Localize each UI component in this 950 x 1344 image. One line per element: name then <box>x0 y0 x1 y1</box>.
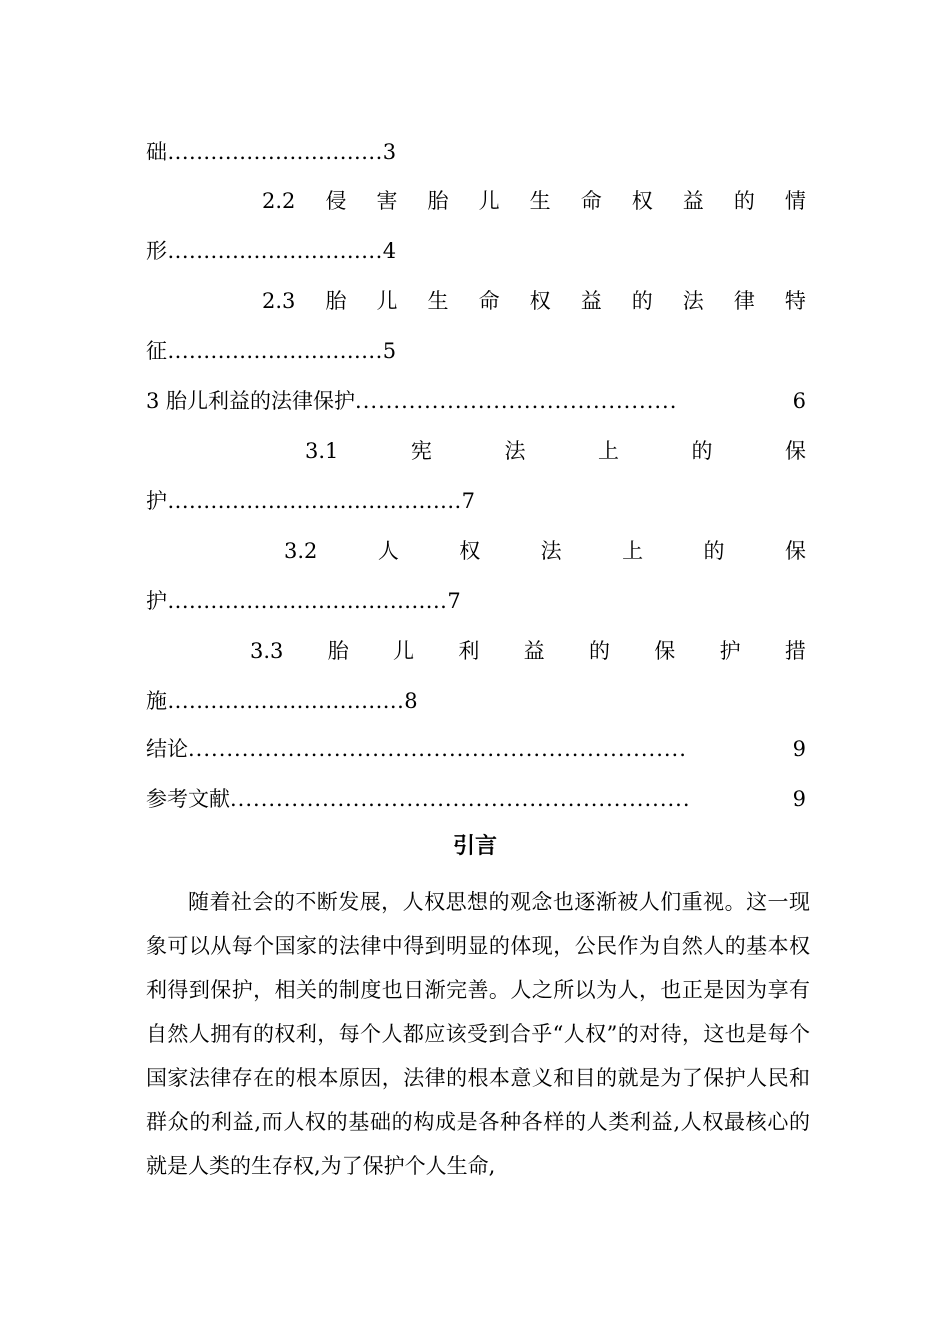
toc-entry-2-2-continuation: 形..............................4 <box>146 239 397 263</box>
toc-entry-references: 参考文献 ............................................................ 9 <box>146 787 806 811</box>
toc-entry-3-3: 3.3 胎 儿 利 益 的 保 护 措 <box>250 639 806 663</box>
toc-entry-2-3: 2.3 胎 儿 生 命 权 益 的 法 律 特 <box>262 289 806 313</box>
toc-entry-3-1: 3.1 宪 法 上 的 保 <box>305 439 806 463</box>
toc-entry-3-2: 3.2 人 权 法 上 的 保 <box>284 539 806 563</box>
toc-entry-conclusion: 结论 ................................................................. 9 <box>146 737 806 761</box>
toc-entry-2-3-continuation: 征..............................5 <box>146 339 397 363</box>
toc-entry-3-3-continuation: 施.................................8 <box>146 689 419 713</box>
toc-entry-2-2: 2.2 侵 害 胎 儿 生 命 权 益 的 情 <box>262 189 806 213</box>
section-heading: 引言 <box>452 834 497 859</box>
body-paragraph: 随着社会的不断发展，人权思想的观念也逐渐被人们重视。这一现象可以从每个国家的法律中得到明显的体现，公民作为自然人的基本权利得到保护，相关的制度也日渐完善。人之所以为人，也正是因为享有自然人拥有的权利，每个人都应该受到合乎“人权”的对待，这也是每个国家法律存在的根本原因，法律的根本意义和目的就是为了保护人民和群众的利益,而人权的基础的构成是各种各样的人类利益,人权最核心的就是人类的生存权,为了保护个人生命, <box>146 890 810 1178</box>
toc-entry-1-continuation: 础..............................3 <box>146 140 397 164</box>
toc-entry-3-1-continuation: 护.........................................7 <box>146 489 476 513</box>
toc-entry-chapter-3: 3 胎儿利益的法律保护 .......................................... 6 <box>146 389 806 413</box>
toc-entry-3-2-continuation: 护.......................................7 <box>146 589 462 613</box>
